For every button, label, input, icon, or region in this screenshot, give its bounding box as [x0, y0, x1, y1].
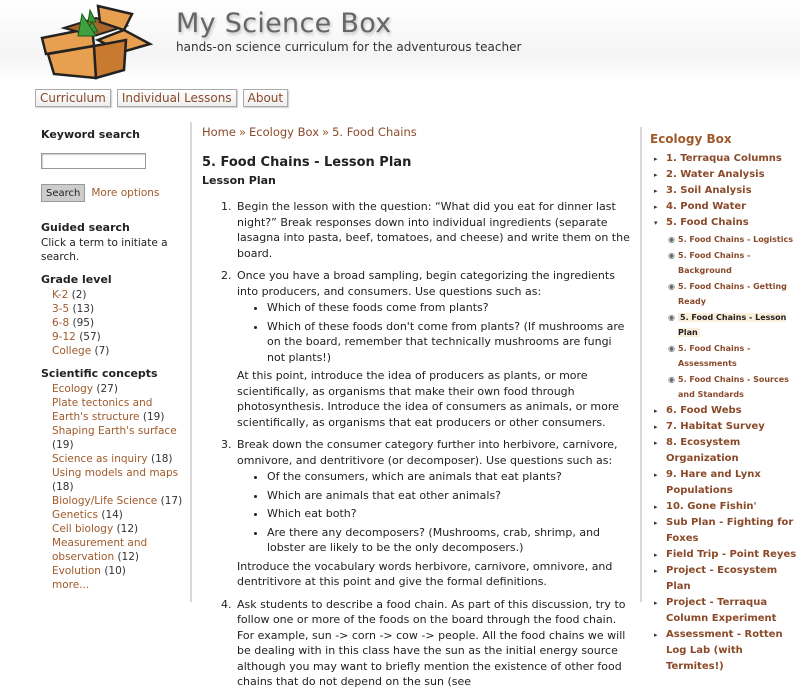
lesson-link[interactable]: Assessment - Rotten Log Lab (with Termites!) — [666, 628, 783, 672]
more-options-link[interactable]: More options — [91, 187, 160, 199]
step-text: Ask students to describe a food chain. As part of this discussion, try to follow one or more of the foods on the board through the food chain. For example, sun -> corn -> cow -> people. All the food chains we will be dealing with in this class have the sun as the initial energy source although you may want to briefly mention the existence of other food chains that do not depend on the sun (see — [237, 597, 626, 688]
facet-item — [52, 382, 186, 396]
lesson-link[interactable]: Sub Plan - Fighting for Foxes — [666, 516, 794, 544]
lesson-link[interactable]: 1. Terraqua Columns — [666, 153, 782, 164]
tree-item — [650, 563, 800, 595]
lesson-subtree — [666, 232, 800, 403]
breadcrumb-ecology-box[interactable]: Ecology Box — [249, 125, 320, 139]
bullet-icon: ◉ — [668, 235, 675, 244]
page-title: 5. Food Chains - Lesson Plan — [202, 155, 412, 170]
nav-curriculum[interactable]: Curriculum — [35, 89, 111, 107]
concept-link[interactable]: Genetics — [52, 509, 98, 521]
step-bullet: • Which are animals that eat other animals? — [267, 488, 632, 504]
search-button[interactable]: Search — [41, 184, 85, 202]
site-title[interactable]: My Science Box — [176, 8, 392, 39]
grade-3-5-link[interactable]: 3-5 — [52, 303, 70, 315]
concept-link[interactable]: Biology/Life Science — [52, 495, 158, 507]
lesson-tree — [650, 151, 800, 675]
concept-link[interactable]: Science as inquiry — [52, 453, 148, 465]
lesson-link[interactable]: Project - Terraqua Column Experiment — [666, 596, 777, 624]
collapsed-arrow-icon[interactable]: ▸ — [654, 630, 658, 639]
scientific-concepts-facet — [41, 367, 186, 592]
concept-link[interactable]: Shaping Earth's surface — [52, 425, 177, 437]
facet-count: (19) — [52, 439, 74, 451]
grade-level-heading: Grade level — [41, 273, 112, 286]
facet-count: (2) — [71, 289, 87, 301]
sublesson-link-active[interactable]: 5. Food Chains - Lesson Plan — [678, 312, 787, 337]
tree-item — [650, 467, 800, 499]
facet-count: (27) — [96, 383, 118, 395]
grade-9-12-link[interactable]: 9-12 — [52, 331, 76, 343]
bullet-icon: ◉ — [668, 312, 675, 322]
breadcrumb-separator: » — [322, 125, 330, 139]
lesson-link[interactable]: Field Trip - Point Reyes — [666, 548, 797, 560]
collapsed-arrow-icon[interactable]: ▸ — [654, 502, 658, 511]
lesson-link[interactable]: Project - Ecosystem Plan — [666, 564, 778, 592]
site-header — [0, 0, 800, 80]
facet-item — [52, 452, 186, 466]
lesson-steps — [202, 199, 632, 690]
keyword-search-input[interactable] — [41, 153, 146, 169]
lesson-step — [235, 268, 632, 430]
facet-item — [52, 536, 186, 564]
collapsed-arrow-icon[interactable]: ▸ — [654, 406, 658, 415]
facet-item — [52, 578, 186, 592]
concept-link[interactable]: Using models and maps — [52, 467, 179, 479]
facet-count: (18) — [52, 481, 74, 493]
tree-item — [650, 627, 800, 675]
grade-level-facet — [41, 273, 186, 358]
facet-count: (12) — [117, 551, 140, 563]
facet-count: (17) — [160, 495, 183, 507]
science-box-logo-icon[interactable] — [34, 0, 154, 80]
facet-count: (57) — [79, 331, 101, 343]
lesson-link[interactable]: 5. Food Chains — [666, 217, 749, 228]
step-bullet: • Of the consumers, which are animals that eat plants? — [267, 469, 632, 485]
sublesson-link[interactable]: 5. Food Chains - Getting Ready — [678, 281, 787, 306]
sublesson-link[interactable]: 5. Food Chains - Sources and Standards — [678, 374, 789, 399]
facet-count: (95) — [72, 317, 95, 329]
facet-count: (12) — [116, 523, 139, 535]
facet-item — [52, 302, 186, 316]
lesson-link[interactable]: 4. Pond Water — [666, 201, 747, 212]
lesson-link[interactable]: 6. Food Webs — [666, 404, 742, 416]
tree-item — [650, 183, 800, 199]
breadcrumb-home[interactable]: Home — [202, 125, 236, 139]
grade-k-2-link[interactable]: K-2 — [52, 289, 69, 301]
facet-count: (18) — [150, 453, 173, 465]
breadcrumb-food-chains[interactable]: 5. Food Chains — [332, 125, 417, 139]
top-navigation — [35, 89, 288, 107]
facet-item — [52, 344, 186, 358]
scientific-concepts-heading: Scientific concepts — [41, 367, 158, 380]
step-bullet: • Are there any decomposers? (Mushrooms, crab, shrimp, and lobster are likely to be the only decomposers.) — [267, 525, 632, 556]
tree-item-expanded — [650, 215, 800, 403]
main-content — [202, 125, 632, 697]
lesson-link[interactable]: 2. Water Analysis — [666, 169, 765, 180]
collapsed-arrow-icon[interactable]: ▸ — [654, 155, 658, 163]
tree-item — [650, 547, 800, 563]
lesson-step — [235, 597, 632, 690]
lesson-step — [235, 437, 632, 590]
ecology-box-title[interactable]: Ecology Box — [650, 132, 732, 146]
subtree-item — [666, 279, 800, 310]
nav-individual-lessons[interactable]: Individual Lessons — [117, 89, 237, 107]
step-text: Break down the consumer category further into herbivore, carnivore, omnivore, and dentritivore (or decomposer). Use questions such as: — [237, 438, 618, 467]
right-divider — [640, 127, 642, 602]
concept-link[interactable]: Ecology — [52, 383, 94, 395]
facet-count: (7) — [94, 345, 110, 357]
lesson-step — [235, 199, 632, 261]
nav-about[interactable]: About — [243, 89, 288, 107]
breadcrumb-separator: » — [238, 125, 247, 139]
bullet-icon: ◉ — [668, 250, 675, 260]
collapsed-arrow-icon[interactable]: ▸ — [654, 203, 658, 211]
facet-item — [52, 288, 186, 302]
left-divider — [190, 122, 192, 602]
tree-item — [650, 515, 800, 547]
site-tagline: hands-on science curriculum for the adventurous teacher — [176, 40, 522, 54]
step-text: Begin the lesson with the question: “What did you eat for dinner last night?” Break responses down into individual ingredients (separate lasagna into pasta, beef, tomatoes, and cheese) and write them on the board. — [237, 200, 630, 260]
facet-item — [52, 396, 186, 424]
collapsed-arrow-icon[interactable]: ▸ — [654, 598, 658, 607]
subtree-item — [666, 232, 800, 248]
lesson-link[interactable]: 9. Hare and Lynx Populations — [666, 468, 761, 496]
step-bullet: • Which of these foods come from plants? — [267, 300, 632, 316]
concept-link[interactable]: Cell biology — [52, 523, 114, 535]
facet-item — [52, 424, 186, 452]
lesson-link[interactable]: 10. Gone Fishin' — [666, 500, 757, 512]
subtree-item-active — [666, 310, 800, 341]
facet-count: (13) — [72, 303, 95, 315]
tree-item — [650, 403, 800, 419]
lesson-link[interactable]: 7. Habitat Survey — [666, 420, 765, 432]
grade-college-link[interactable]: College — [52, 345, 92, 357]
collapsed-arrow-icon[interactable]: ▸ — [654, 171, 658, 179]
bullet-icon: ◉ — [668, 374, 675, 384]
breadcrumb — [202, 125, 632, 139]
grade-6-8-link[interactable]: 6-8 — [52, 317, 70, 329]
bullet-icon: ◉ — [668, 281, 675, 291]
lesson-link[interactable]: 8. Ecosystem Organization — [666, 436, 741, 464]
facet-item — [52, 494, 186, 508]
step-text: Once you have a broad sampling, begin categorizing the ingredients into producers, and consumers. Use questions such as: — [237, 269, 615, 298]
step-followup: At this point, introduce the idea of producers as plants, or more scientifically, as organisms that make their own food through photosynthesis. Introduce the idea of consumers as animals, or more scientifically, as organisms that eat producers or other consumers. — [237, 369, 619, 429]
collapsed-arrow-icon[interactable]: ▸ — [654, 470, 658, 479]
tree-item — [650, 499, 800, 515]
tree-item — [650, 151, 800, 167]
collapsed-arrow-icon[interactable]: ▸ — [654, 566, 658, 575]
bullet-icon: ◉ — [668, 343, 675, 353]
concept-link[interactable]: Evolution — [52, 565, 101, 577]
collapsed-arrow-icon[interactable]: ▸ — [654, 187, 658, 195]
tree-item — [650, 435, 800, 467]
collapsed-arrow-icon[interactable]: ▸ — [654, 438, 658, 447]
facet-count: (14) — [101, 509, 123, 521]
tree-item — [650, 167, 800, 183]
lesson-link[interactable]: 3. Soil Analysis — [666, 185, 752, 196]
facet-item — [52, 564, 186, 578]
subtree-item — [666, 341, 800, 372]
facet-item — [52, 316, 186, 330]
step-bullet: • Which of these foods don't come from plants? (If mushrooms are on the board, remember that technically mushrooms are fungi not plants!) — [267, 319, 632, 366]
sublesson-link[interactable]: 5. Food Chains - Logistics — [678, 235, 793, 244]
facet-item — [52, 466, 186, 494]
guided-search-help: Click a term to initiate a search. — [41, 237, 168, 263]
more-concepts-link[interactable]: more... — [52, 579, 90, 591]
tree-item — [650, 199, 800, 215]
step-bullet: • Which eat both? — [267, 506, 632, 522]
facet-item — [52, 330, 186, 344]
concept-link[interactable]: Measurement and observation — [52, 537, 148, 563]
facet-item — [52, 522, 186, 536]
step-followup: Introduce the vocabulary words herbivore, carnivore, omnivore, and dentritivore at this point and give the formal definitions. — [237, 559, 613, 588]
keyword-search-heading: Keyword search — [41, 128, 141, 141]
left-sidebar — [41, 128, 186, 592]
facet-count: (19) — [142, 411, 165, 423]
collapsed-arrow-icon[interactable]: ▸ — [654, 518, 658, 527]
collapsed-arrow-icon[interactable]: ▸ — [654, 550, 658, 559]
facet-item — [52, 508, 186, 522]
sublesson-link[interactable]: 5. Food Chains - Background — [678, 250, 751, 275]
collapsed-arrow-icon[interactable]: ▸ — [654, 422, 658, 431]
concept-link[interactable]: Plate tectonics and Earth's structure — [52, 397, 153, 423]
guided-search-heading: Guided search — [41, 221, 130, 234]
right-sidebar — [650, 132, 800, 675]
subtree-item — [666, 372, 800, 403]
sublesson-link[interactable]: 5. Food Chains - Assessments — [678, 343, 751, 368]
facet-count: (10) — [104, 565, 126, 577]
tree-item — [650, 419, 800, 435]
section-subtitle: Lesson Plan — [202, 174, 276, 187]
subtree-item — [666, 248, 800, 279]
tree-item — [650, 595, 800, 627]
expanded-arrow-icon[interactable]: ▾ — [654, 219, 658, 227]
